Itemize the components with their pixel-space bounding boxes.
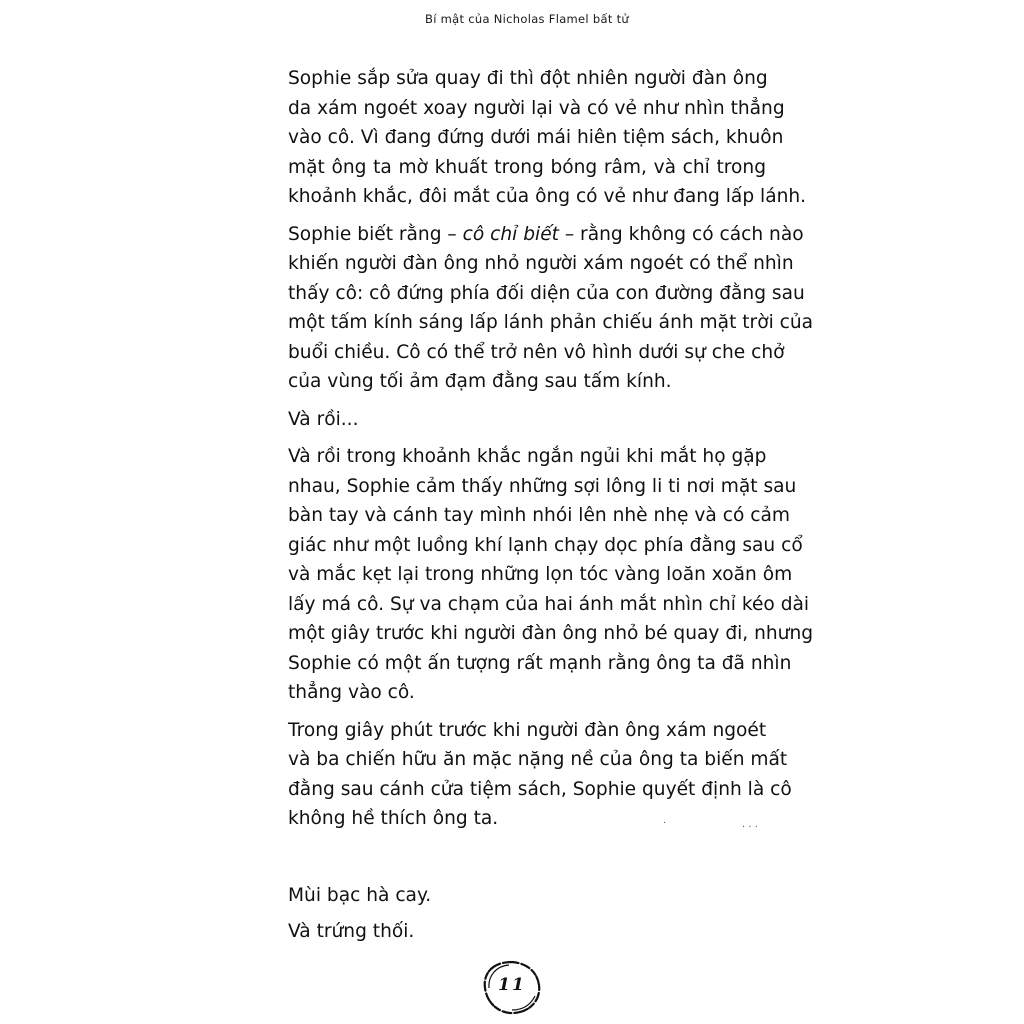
text-line: giác như một luồng khí lạnh chạy dọc phía đằng sau cổ [288, 534, 803, 556]
text-line: và mắc kẹt lại trong những lọn tóc vàng loăn xoăn ôm [288, 564, 793, 585]
text-line: vào cô. Vì đang đứng dưới mái hiên tiệm sách, khuôn [288, 127, 784, 148]
paragraph-2 [288, 220, 814, 397]
body-text [288, 64, 814, 842]
text-line: một tấm kính sáng lấp lánh phản chiếu ánh mặt trời của [288, 312, 814, 333]
paragraph-4 [288, 442, 814, 708]
running-header: Bí mật của Nicholas Flamel bất tử [425, 12, 629, 26]
text-line: đằng sau cánh cửa tiệm sách, Sophie quyết định là cô [288, 778, 792, 800]
print-speck: · [663, 818, 667, 829]
coda-line-2: Và trứng thối. [288, 921, 415, 942]
text-line: không hề thích ông ta. [288, 808, 499, 829]
text-line: bàn tay và cánh tay mình nhói lên nhè nhẹ và có cảm [288, 505, 790, 526]
text-line: nhau, Sophie cảm thấy những sợi lông li ti nơi mặt sau [288, 475, 797, 497]
text-line: Sophie có một ấn tượng rất mạnh rằng ông ta đã nhìn [288, 652, 792, 674]
text-line: và ba chiến hữu ăn mặc nặng nề của ông ta biến mất [288, 749, 788, 770]
text-line: Trong giây phút trước khi người đàn ông xám ngoét [288, 719, 767, 741]
text-line: lấy má cô. Sự va chạm của hai ánh mắt nhìn chỉ kéo dài [288, 593, 810, 615]
text-line: của vùng tối ảm đạm đằng sau tấm kính. [288, 371, 672, 392]
paragraph-5 [288, 716, 792, 834]
coda-line-1: Mùi bạc hà cay. [288, 885, 432, 906]
text-fragment: – rằng không có cách nào [558, 223, 804, 245]
print-speck: · · · [742, 822, 758, 833]
text-line: thấy cô: cô đứng phía đối diện của con đường đằng sau [288, 282, 805, 304]
text-fragment: Sophie biết rằng – [288, 223, 463, 245]
text-line: Và rồi... [288, 408, 359, 430]
italic-text: cô chỉ biết [462, 223, 559, 245]
page-number: 11 [498, 975, 526, 995]
paragraph-1 [288, 64, 807, 212]
text-line: khoảnh khắc, đôi mắt của ông có vẻ như đang lấp lánh. [288, 186, 807, 207]
text-line: Sophie sắp sửa quay đi thì đột nhiên người đàn ông [288, 68, 768, 89]
text-line: buổi chiều. Cô có thể trở nên vô hình dưới sự che chở [288, 341, 785, 363]
coda-lines [288, 878, 431, 950]
text-line: mặt ông ta mờ khuất trong bóng râm, và chỉ trong [288, 156, 766, 178]
text-line: một giây trước khi người đàn ông nhỏ bé quay đi, nhưng [288, 623, 814, 644]
text-line: thẳng vào cô. [288, 682, 415, 703]
text-line: Và rồi trong khoảnh khắc ngắn ngủi khi mắt họ gặp [288, 446, 767, 467]
text-line: da xám ngoét xoay người lại và có vẻ như nhìn thẳng [288, 97, 785, 119]
page-number-ornament [478, 958, 546, 1018]
paragraph-3 [288, 405, 766, 435]
text-line [288, 220, 804, 250]
text-line: khiến người đàn ông nhỏ người xám ngoét có thể nhìn [288, 253, 794, 274]
